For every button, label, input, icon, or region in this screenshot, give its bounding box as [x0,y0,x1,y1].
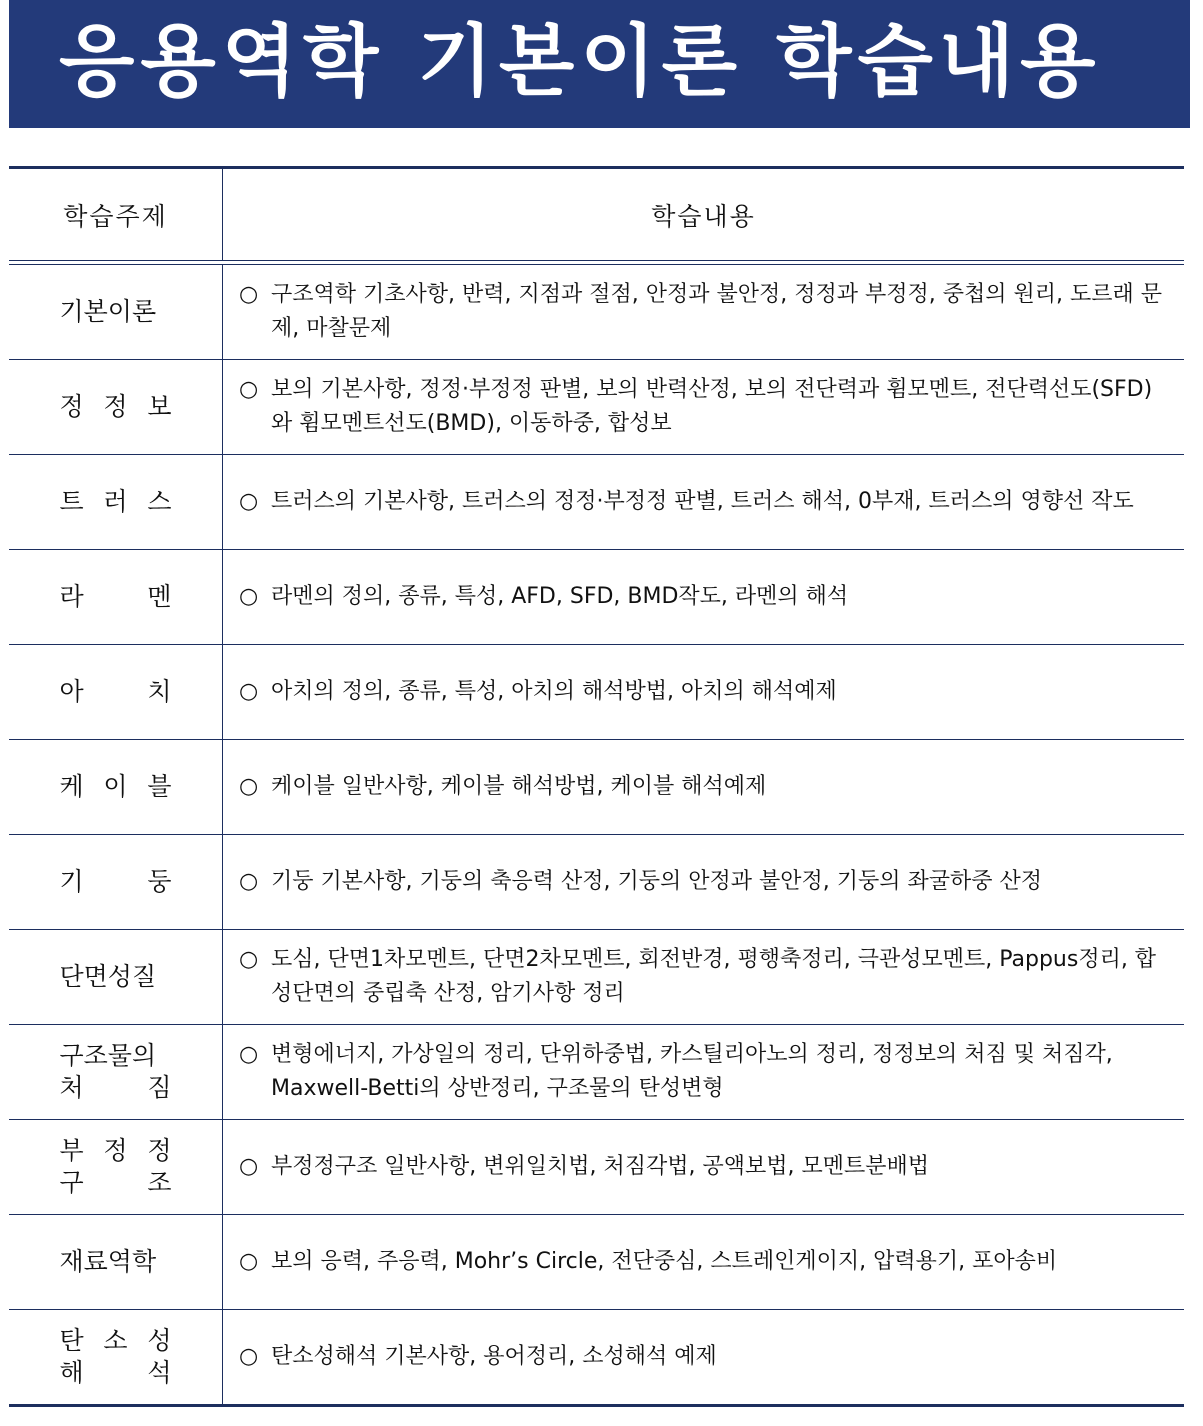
topic-cell [9,740,223,834]
bullet-circle-icon: ○ [239,869,259,894]
row-content-text: 트러스의 기본사항, 트러스의 정정·부정정 판별, 트러스 해석, 0부재, 트러스의 영향선 작도 [271,489,1134,514]
topic-cell [9,1310,223,1404]
bullet-circle-icon: ○ [239,1042,259,1067]
row-content-text: 구조역학 기초사항, 반력, 지점과 절점, 안정과 불안정, 정정과 부정정, 중첩의 원리, 도르래 문제, 마찰문제 [271,282,1162,341]
row-topic: 기본이론 [59,297,157,326]
row-topic: 아 치 [59,677,172,706]
content-cell [223,1120,1184,1214]
row-topic: 단면성질 [59,962,157,991]
bullet-circle-icon: ○ [239,1154,259,1179]
row-topic: 구조물의 처 짐 [59,1041,172,1102]
row-topic: 케 이 블 [59,772,172,801]
row-content [223,865,1056,899]
row-content [223,278,1184,346]
bullet-circle-icon: ○ [239,1344,259,1369]
bullet-circle-icon: ○ [239,377,259,402]
table-row [9,455,1184,550]
header-topic: 학습주제 [63,201,168,231]
content-cell [223,455,1184,549]
content-cell [223,930,1184,1024]
table-row [9,740,1184,835]
row-content-text: 기둥 기본사항, 기둥의 축응력 산정, 기둥의 안정과 불안정, 기둥의 좌굴하중 산정 [271,869,1042,894]
row-content-text: 탄소성해석 기본사항, 용어정리, 소성해석 예제 [271,1344,717,1369]
row-content-text: 변형에너지, 가상일의 정리, 단위하중법, 카스틸리아노의 정리, 정정보의 처짐 및 처짐각, Maxwell-Betti의 상반정리, 구조물의 탄성변형 [271,1042,1113,1101]
row-topic: 정 정 보 [59,392,172,421]
content-cell [223,550,1184,644]
row-content [223,373,1184,441]
content-cell [223,1310,1184,1404]
row-content [223,1038,1184,1106]
row-content-text: 라멘의 정의, 종류, 특성, AFD, SFD, BMD작도, 라멘의 해석 [271,584,849,609]
row-content [223,1340,731,1374]
table-row [9,1215,1184,1310]
topic-cell [9,455,223,549]
row-content-text: 부정정구조 일반사항, 변위일치법, 처짐각법, 공액보법, 모멘트분배법 [271,1154,929,1179]
bullet-circle-icon: ○ [239,584,259,609]
bullet-circle-icon: ○ [239,679,259,704]
topic-cell [9,930,223,1024]
row-content [223,770,780,804]
topic-cell [9,835,223,929]
row-content-text: 케이블 일반사항, 케이블 해석방법, 케이블 해석예제 [271,774,767,799]
header-content: 학습내용 [651,201,756,231]
table-row [9,1120,1184,1215]
study-content-table [9,166,1184,1407]
bullet-circle-icon: ○ [239,1249,259,1274]
row-content [223,675,851,709]
bullet-circle-icon: ○ [239,489,259,514]
table-row [9,1310,1184,1407]
bullet-circle-icon: ○ [239,947,259,972]
content-cell [223,740,1184,834]
row-content-text: 도심, 단면1차모멘트, 단면2차모멘트, 회전반경, 평행축정리, 극관성모멘트, Pappus정리, 합성단면의 중립축 산정, 암기사항 정리 [271,947,1157,1006]
row-topic: 트 러 스 [59,487,172,516]
row-content-text: 보의 응력, 주응력, Mohr’s Circle, 전단중심, 스트레인게이지, 압력용기, 포아송비 [271,1249,1058,1274]
bullet-circle-icon: ○ [239,774,259,799]
row-content-text: 아치의 정의, 종류, 특성, 아치의 해석방법, 아치의 해석예제 [271,679,837,704]
table-row [9,835,1184,930]
topic-cell [9,265,223,359]
table-row [9,645,1184,740]
table-row [9,265,1184,360]
title-banner [9,0,1190,128]
content-cell [223,835,1184,929]
page-title: 응용역학 기본이론 학습내용 [59,17,1102,107]
content-cell [223,360,1184,454]
table-row [9,930,1184,1025]
row-topic: 부 정 정 구 조 [59,1136,172,1197]
row-topic: 탄 소 성 해 석 [59,1326,172,1387]
content-cell [223,1215,1184,1309]
table-row [9,550,1184,645]
topic-cell [9,1215,223,1309]
header-content-cell [223,169,1184,260]
table-body [9,265,1184,1407]
row-content [223,1245,1071,1279]
row-content [223,485,1148,519]
topic-cell [9,360,223,454]
content-cell [223,645,1184,739]
row-topic: 라 멘 [59,582,172,611]
row-content [223,1150,943,1184]
table-row [9,360,1184,455]
header-topic-cell [9,169,223,260]
row-topic: 재료역학 [59,1247,157,1276]
topic-cell [9,1025,223,1119]
row-content [223,943,1184,1011]
table-header-row [9,169,1184,261]
topic-cell [9,1120,223,1214]
row-topic: 기 둥 [59,867,172,896]
content-cell [223,1025,1184,1119]
row-content-text: 보의 기본사항, 정정·부정정 판별, 보의 반력산정, 보의 전단력과 휨모멘트, 전단력선도(SFD)와 휨모멘트선도(BMD), 이동하중, 합성보 [271,377,1153,436]
table-row [9,1025,1184,1120]
content-cell [223,265,1184,359]
topic-cell [9,550,223,644]
topic-cell [9,645,223,739]
bullet-circle-icon: ○ [239,282,259,307]
row-content [223,580,862,614]
